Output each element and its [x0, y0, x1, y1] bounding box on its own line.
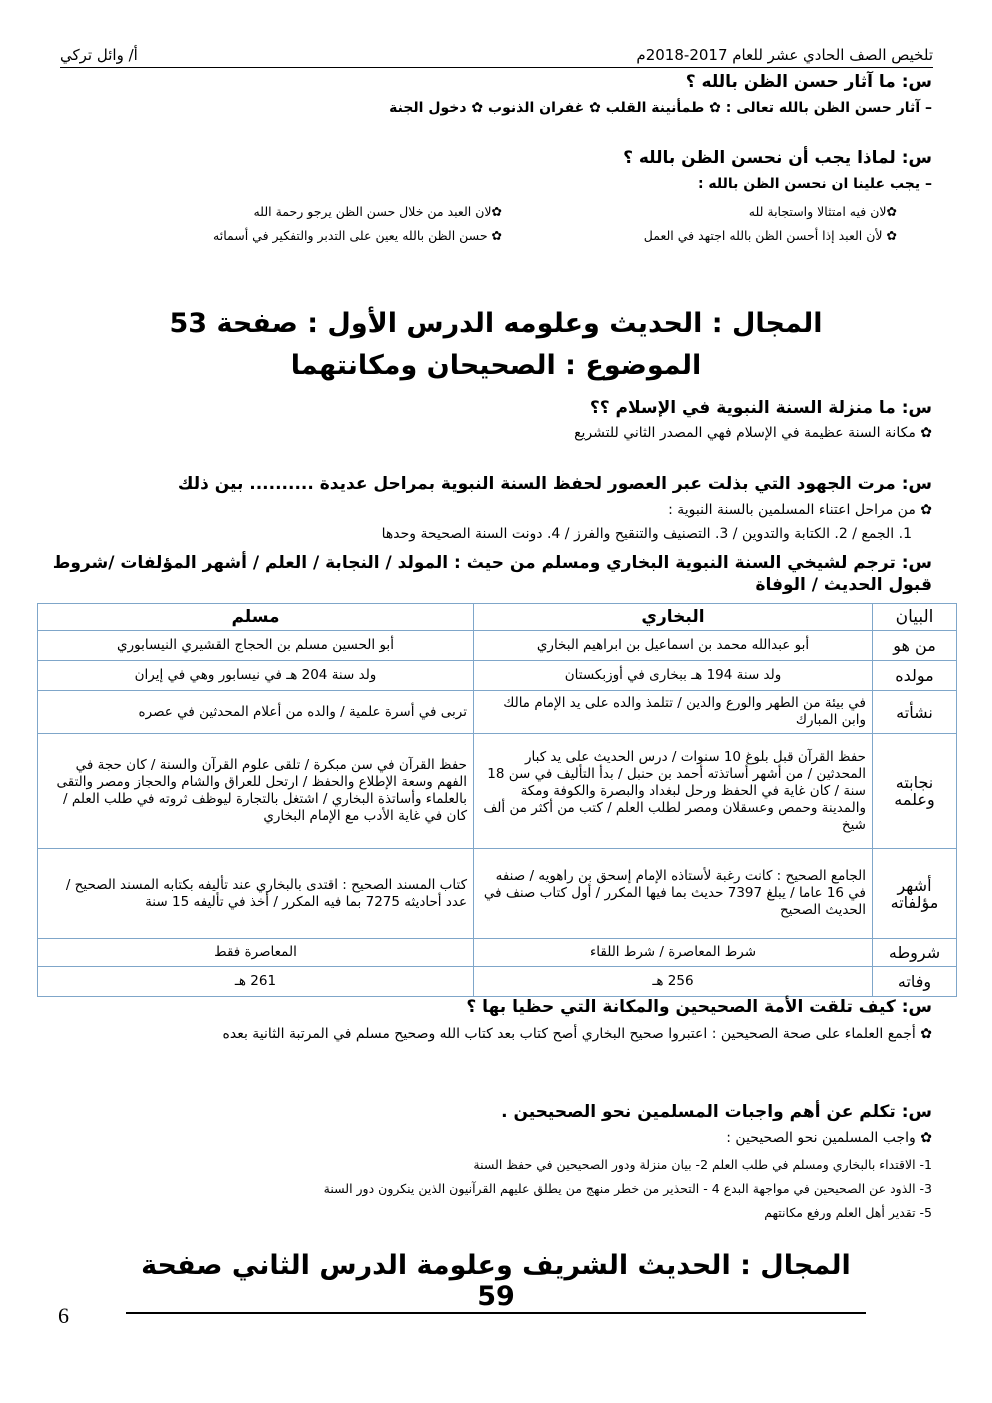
- table-row: [38, 939, 957, 967]
- comparison-table: [37, 603, 957, 997]
- bukhari-cell: حفظ القرآن قبل بلوغ 10 سنوات / درس الحديث على يد كبار المحدثين / من أشهر أساتذته أحمد بن حنبل / بدأ التأليف في سن 18 سنة / كان غاية في الحفظ ورحل لبغداد والبصرة والكوفة ومكة والمدينة وحمص وعسقلان ومصر لطلب العلم / كتب من أكثر من ألف شيخ: [474, 734, 873, 849]
- table-header: البخاري: [474, 604, 873, 631]
- muslim-cell: ولد سنة 204 هـ في نيسابور وهي في إيران: [38, 661, 474, 691]
- table-row: [38, 631, 957, 661]
- muslim-cell: كتاب المسند الصحيح : اقتدى بالبخاري عند تأليفه بكتابه المسند الصحيح / عدد أحاديثه 7275 بما فيه المكرر / أخذ في تأليفه 15 سنة: [38, 849, 474, 939]
- q4-intro: ✿ من مراحل اعتناء المسلمين بالسنة النبوية :: [668, 502, 932, 518]
- bukhari-cell: شرط المعاصرة / شرط اللقاء: [474, 939, 873, 967]
- q2-intro: – يجب علينا ان نحسن الظن بالله :: [697, 176, 932, 192]
- page-header: [60, 44, 933, 68]
- table-header: البيان: [873, 604, 957, 631]
- row-label: وفاته: [873, 967, 957, 997]
- table-row: [38, 967, 957, 997]
- page-number: 6: [58, 1303, 69, 1328]
- q7-line: 1- الاقتداء بالبخاري ومسلم في طلب العلم 2- بيان منزلة ودور الصحيحين في حفظ السنة: [473, 1157, 932, 1172]
- q2-item: ✿ حسن الظن بالله يعين على التدبر والتفكير في أسمائه: [213, 228, 502, 243]
- section-subtitle: الموضوع : الصحيحان ومكانتهما: [290, 350, 702, 381]
- q2-question: س: لماذا يجب أن نحسن الظن بالله ؟: [623, 148, 932, 168]
- q3-question: س: ما منزلة السنة النبوية في الإسلام ؟؟: [589, 398, 932, 418]
- muslim-cell: تربى في أسرة علمية / والده من أعلام المحدثين في عصره: [38, 691, 474, 734]
- q7-line: 5- تقدير أهل العلم ورفع مكانتهم: [764, 1205, 932, 1220]
- row-label: مولده: [873, 661, 957, 691]
- q4-question: س: مرت الجهود التي بذلت عبر العصور لحفظ السنة النبوية بمراحل عديدة .......... بين ذلك: [177, 474, 932, 494]
- q7-intro: ✿ واجب المسلمين نحو الصحيحين :: [726, 1130, 932, 1146]
- bukhari-cell: في بيئة من الطهر والورع والدين / تتلمذ والده على يد الإمام مالك وابن المبارك: [474, 691, 873, 734]
- row-label: من هو: [873, 631, 957, 661]
- q6-question: س: كيف تلقت الأمة الصحيحين والمكانة التي حظيا بها ؟: [466, 997, 932, 1017]
- table-row: [38, 691, 957, 734]
- q7-line: 3- الذود عن الصحيحين في مواجهة البدع 4 - التحذير من خطر منهج من يطلق عليهم القرآنيون الذين ينكرون دور السنة: [323, 1181, 932, 1196]
- header-author: أ/ وائل تركي: [60, 46, 138, 64]
- table-header: مسلم: [38, 604, 474, 631]
- muslim-cell: أبو الحسين مسلم بن الحجاج القشيري النيسابوري: [38, 631, 474, 661]
- row-label: نجابته وعلمه: [873, 734, 957, 849]
- q1-question: س: ما آثار حسن الظن بالله ؟: [685, 72, 932, 92]
- q2-item: ✿لان العبد من خلال حسن الظن يرجو رحمة الله: [253, 204, 502, 219]
- row-label: شروطه: [873, 939, 957, 967]
- table-row: [38, 734, 957, 849]
- q3-answer: ✿ مكانة السنة عظيمة في الإسلام فهي المصدر الثاني للتشريع: [574, 425, 932, 441]
- bukhari-cell: الجامع الصحيح : كانت رغبة لأستاذه الإمام إسحق بن راهويه / صنفه في 16 عاما / يبلغ 7397 حديث بما فيها المكرر / أول كتاب صنف في الحديث الصحيح: [474, 849, 873, 939]
- q7-question: س: تكلم عن أهم واجبات المسلمين نحو الصحيحين .: [501, 1102, 932, 1122]
- q2-item: ✿لان فيه امتثالا واستجابة لله: [748, 204, 897, 219]
- q6-answer: ✿ أجمع العلماء على صحة الصحيحين : اعتبروا صحيح البخاري أصح كتاب بعد كتاب الله وصحيح مسلم في المرتبة الثانية بعده: [222, 1026, 932, 1042]
- next-section-title: المجال : الحديث الشريف وعلومة الدرس الثاني صفحة 59: [126, 1250, 866, 1314]
- table-header-row: [38, 604, 957, 631]
- q4-answer: 1. الجمع / 2. الكتابة والتدوين / 3. التصنيف والتنقيح والفرز / 4. دونت السنة الصحيحة وحدها: [381, 526, 912, 542]
- muslim-cell: حفظ القرآن في سن مبكرة / تلقى علوم القرآن والسنة / كان حجة في الفهم وسعة الإطلاع والحفظ / ارتحل للعراق والشام والحجاز ومصر والتقى بالعلماء وأساتذة البخاري / اشتغل بالتجارة ليوظف ثروته في طلب العلم / كان في غاية الأدب مع الإمام البخاري: [38, 734, 474, 849]
- row-label: أشهر مؤلفاته: [873, 849, 957, 939]
- q2-item: ✿ لأن العبد إذا أحسن الظن بالله اجتهد في العمل: [643, 228, 897, 243]
- bukhari-cell: أبو عبدالله محمد بن اسماعيل بن ابراهيم البخاري: [474, 631, 873, 661]
- header-title: تلخيص الصف الحادي عشر للعام 2017-2018م: [636, 46, 933, 64]
- q1-answer: – آثار حسن الظن بالله تعالى : ✿ طمأنينة القلب ✿ غفران الذنوب ✿ دخول الجنة: [389, 100, 932, 116]
- bukhari-cell: 256 هـ: [474, 967, 873, 997]
- section-title: المجال : الحديث وعلومه الدرس الأول : صفحة 53: [169, 308, 823, 339]
- bukhari-cell: ولد سنة 194 هـ ببخارى في أوزبكستان: [474, 661, 873, 691]
- row-label: نشأته: [873, 691, 957, 734]
- q5-question: س: ترجم لشيخي السنة النبوية البخاري ومسلم من حيث : المولد / النجابة / العلم / أشهر المؤلفات /شروط قبول الحديث / الوفاة: [52, 553, 932, 595]
- table-row: [38, 849, 957, 939]
- muslim-cell: 261 هـ: [38, 967, 474, 997]
- table-row: [38, 661, 957, 691]
- muslim-cell: المعاصرة فقط: [38, 939, 474, 967]
